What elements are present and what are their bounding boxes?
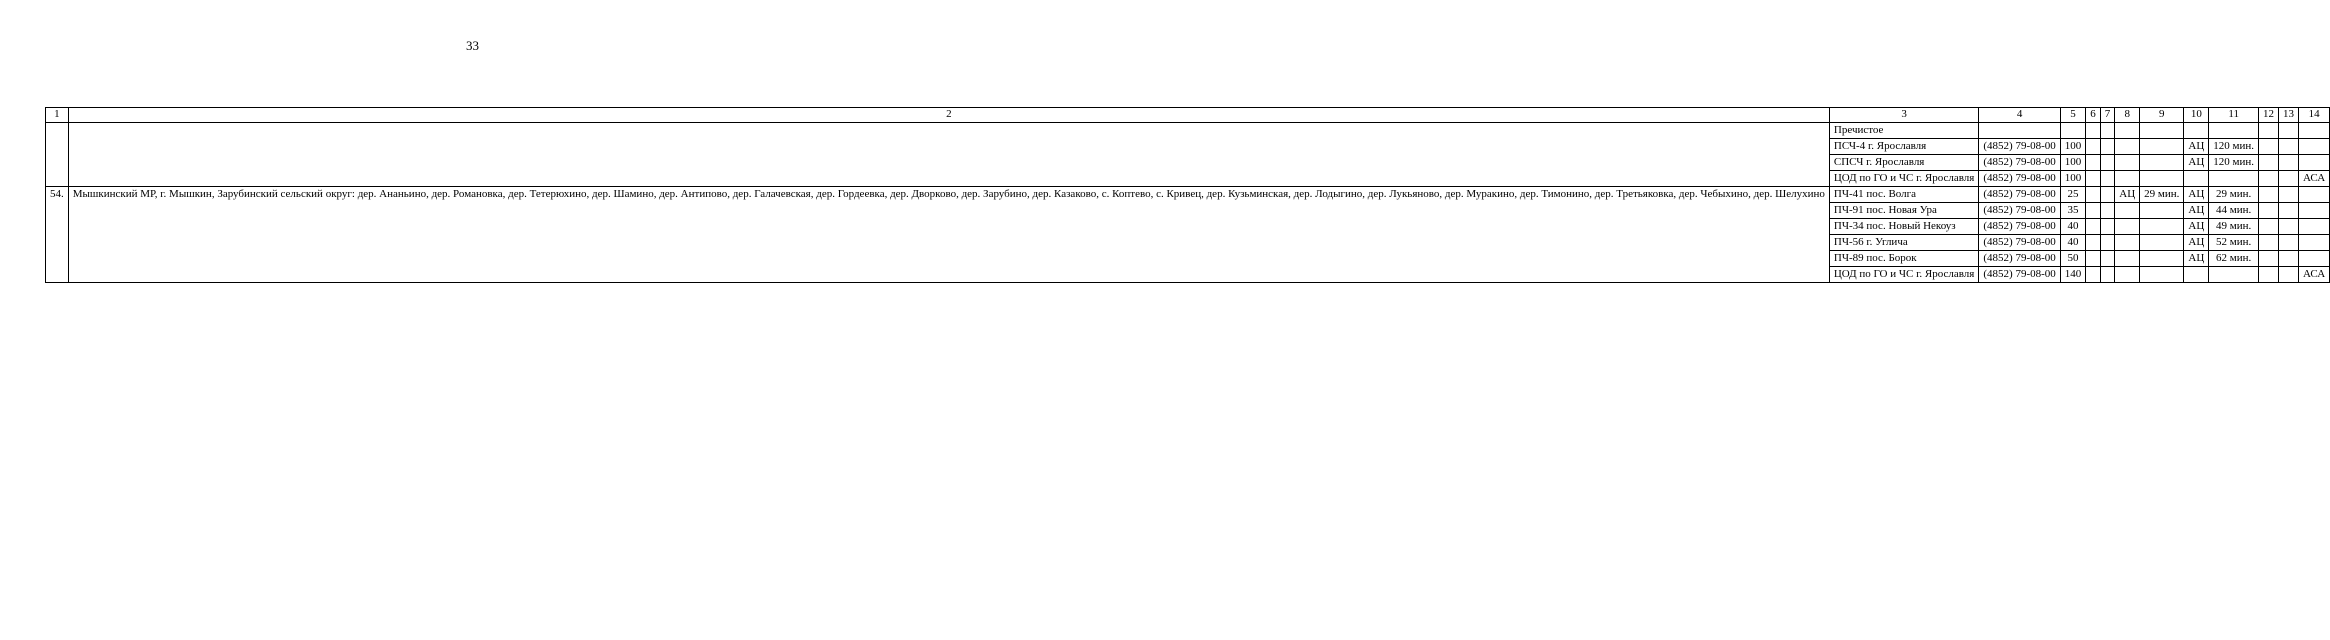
cell-col9: [2140, 155, 2184, 171]
cell-col9: [2140, 267, 2184, 283]
cell-col10: [2184, 171, 2209, 187]
cell-col13: [2279, 123, 2299, 139]
cell-fire-unit: ПЧ-34 пос. Новый Некоуз: [1829, 219, 1978, 235]
cell-col7: [2100, 219, 2115, 235]
column-header: 9: [2140, 108, 2184, 123]
cell-col10: АЦ: [2184, 219, 2209, 235]
cell-phone: (4852) 79-08-00: [1979, 139, 2060, 155]
cell-fire-unit: ПЧ-91 пос. Новая Ура: [1829, 203, 1978, 219]
cell-col11: [2209, 171, 2259, 187]
cell-col6: [2086, 219, 2101, 235]
cell-col12: [2259, 139, 2279, 155]
cell-col12: [2259, 123, 2279, 139]
column-header: 7: [2100, 108, 2115, 123]
cell-col13: [2279, 203, 2299, 219]
cell-col8: [2115, 203, 2140, 219]
cell-col7: [2100, 267, 2115, 283]
column-header: 14: [2299, 108, 2330, 123]
cell-col11: 120 мин.: [2209, 139, 2259, 155]
cell-col9: [2140, 139, 2184, 155]
table-row: [46, 187, 2330, 203]
page-number: 33: [466, 38, 479, 53]
cell-col14: [2299, 251, 2330, 267]
cell-col7: [2100, 139, 2115, 155]
cell-col5: 100: [2060, 171, 2086, 187]
cell-col13: [2279, 155, 2299, 171]
cell-col14: [2299, 123, 2330, 139]
table-row: [46, 123, 2330, 139]
cell-col11: 62 мин.: [2209, 251, 2259, 267]
cell-phone: (4852) 79-08-00: [1979, 187, 2060, 203]
cell-col6: [2086, 203, 2101, 219]
cell-col8: [2115, 155, 2140, 171]
cell-fire-unit: СПСЧ г. Ярославля: [1829, 155, 1978, 171]
cell-col11: [2209, 267, 2259, 283]
cell-col9: [2140, 171, 2184, 187]
cell-col14: [2299, 203, 2330, 219]
cell-col6: [2086, 123, 2101, 139]
cell-col8: [2115, 251, 2140, 267]
cell-col11: 52 мин.: [2209, 235, 2259, 251]
column-header: 11: [2209, 108, 2259, 123]
cell-col12: [2259, 219, 2279, 235]
cell-col11: [2209, 123, 2259, 139]
column-header: 6: [2086, 108, 2101, 123]
cell-col8: [2115, 235, 2140, 251]
cell-col9: [2140, 219, 2184, 235]
cell-phone: (4852) 79-08-00: [1979, 203, 2060, 219]
cell-col11: 120 мин.: [2209, 155, 2259, 171]
cell-col5: 40: [2060, 235, 2086, 251]
cell-col12: [2259, 203, 2279, 219]
cell-col14: [2299, 235, 2330, 251]
cell-col6: [2086, 171, 2101, 187]
cell-col7: [2100, 235, 2115, 251]
cell-phone: [1979, 123, 2060, 139]
cell-col13: [2279, 251, 2299, 267]
cell-col5: 100: [2060, 139, 2086, 155]
cell-col5: 40: [2060, 219, 2086, 235]
cell-col8: [2115, 171, 2140, 187]
cell-phone: (4852) 79-08-00: [1979, 155, 2060, 171]
column-header: 1: [46, 108, 69, 123]
cell-phone: (4852) 79-08-00: [1979, 251, 2060, 267]
cell-col14: АСА: [2299, 267, 2330, 283]
cell-col8: [2115, 123, 2140, 139]
cell-col14: [2299, 219, 2330, 235]
cell-col7: [2100, 187, 2115, 203]
column-header: 8: [2115, 108, 2140, 123]
cell-fire-unit: ПЧ-41 пос. Волга: [1829, 187, 1978, 203]
cell-col13: [2279, 219, 2299, 235]
cell-col5: [2060, 123, 2086, 139]
cell-col13: [2279, 139, 2299, 155]
cell-col12: [2259, 155, 2279, 171]
cell-col12: [2259, 251, 2279, 267]
cell-col11: 49 мин.: [2209, 219, 2259, 235]
cell-col13: [2279, 267, 2299, 283]
cell-col7: [2100, 171, 2115, 187]
cell-col5: 140: [2060, 267, 2086, 283]
table-body: [46, 123, 2330, 283]
cell-col10: АЦ: [2184, 251, 2209, 267]
cell-fire-unit: ПЧ-56 г. Углича: [1829, 235, 1978, 251]
cell-col10: АЦ: [2184, 155, 2209, 171]
column-header: 13: [2279, 108, 2299, 123]
cell-col12: [2259, 171, 2279, 187]
cell-col6: [2086, 139, 2101, 155]
cell-fire-unit: ПСЧ-4 г. Ярославля: [1829, 139, 1978, 155]
cell-col5: 50: [2060, 251, 2086, 267]
column-number-row: [46, 108, 2330, 123]
cell-col13: [2279, 171, 2299, 187]
cell-col10: [2184, 267, 2209, 283]
settlements-list: [68, 123, 1829, 187]
cell-col12: [2259, 235, 2279, 251]
cell-col10: АЦ: [2184, 139, 2209, 155]
cell-col9: 29 мин.: [2140, 187, 2184, 203]
cell-col10: АЦ: [2184, 235, 2209, 251]
cell-col14: [2299, 155, 2330, 171]
cell-phone: (4852) 79-08-00: [1979, 267, 2060, 283]
cell-col6: [2086, 155, 2101, 171]
settlements-list: Мышкинский МР, г. Мышкин, Зарубинский сельский округ: дер. Ананьино, дер. Романовка, дер. Тетерюхино, дер. Шамино, дер. Антипово, дер. Галачевская, дер. Гордеевка, дер. Дворково, дер. Зарубино, дер. Казаково, с. Коптево, с. Кривец, дер. Кузьминская, дер. Лодыгино, дер. Лукьяново, дер. Муракино, дер. Тимонино, дер. Третьяковка, дер. Чебыхино, дер. Шелухино: [68, 187, 1829, 283]
column-header: 2: [68, 108, 1829, 123]
cell-col9: [2140, 235, 2184, 251]
cell-col5: 35: [2060, 203, 2086, 219]
column-header: 4: [1979, 108, 2060, 123]
cell-col10: АЦ: [2184, 203, 2209, 219]
column-header: 5: [2060, 108, 2086, 123]
cell-col11: 29 мин.: [2209, 187, 2259, 203]
cell-col9: [2140, 123, 2184, 139]
cell-col14: [2299, 187, 2330, 203]
cell-col14: АСА: [2299, 171, 2330, 187]
cell-col12: [2259, 267, 2279, 283]
cell-col8: АЦ: [2115, 187, 2140, 203]
cell-col7: [2100, 203, 2115, 219]
cell-fire-unit: ЦОД по ГО и ЧС г. Ярославля: [1829, 171, 1978, 187]
column-header: 10: [2184, 108, 2209, 123]
cell-col13: [2279, 235, 2299, 251]
cell-phone: (4852) 79-08-00: [1979, 235, 2060, 251]
entry-number: 54.: [46, 187, 69, 283]
cell-col10: АЦ: [2184, 187, 2209, 203]
cell-col6: [2086, 235, 2101, 251]
cell-col9: [2140, 203, 2184, 219]
cell-phone: (4852) 79-08-00: [1979, 219, 2060, 235]
cell-col10: [2184, 123, 2209, 139]
resource-table: [45, 107, 2330, 283]
column-header: 12: [2259, 108, 2279, 123]
cell-col8: [2115, 219, 2140, 235]
cell-col7: [2100, 155, 2115, 171]
cell-col7: [2100, 251, 2115, 267]
cell-col5: 25: [2060, 187, 2086, 203]
cell-col9: [2140, 251, 2184, 267]
cell-fire-unit: ЦОД по ГО и ЧС г. Ярославля: [1829, 267, 1978, 283]
cell-col6: [2086, 251, 2101, 267]
cell-col7: [2100, 123, 2115, 139]
cell-col5: 100: [2060, 155, 2086, 171]
cell-col6: [2086, 267, 2101, 283]
cell-fire-unit: Пречистое: [1829, 123, 1978, 139]
cell-fire-unit: ПЧ-89 пос. Борок: [1829, 251, 1978, 267]
cell-col13: [2279, 187, 2299, 203]
cell-col6: [2086, 187, 2101, 203]
cell-phone: (4852) 79-08-00: [1979, 171, 2060, 187]
column-header: 3: [1829, 108, 1978, 123]
entry-number: [46, 123, 69, 187]
cell-col14: [2299, 139, 2330, 155]
cell-col8: [2115, 267, 2140, 283]
cell-col12: [2259, 187, 2279, 203]
cell-col11: 44 мин.: [2209, 203, 2259, 219]
cell-col8: [2115, 139, 2140, 155]
